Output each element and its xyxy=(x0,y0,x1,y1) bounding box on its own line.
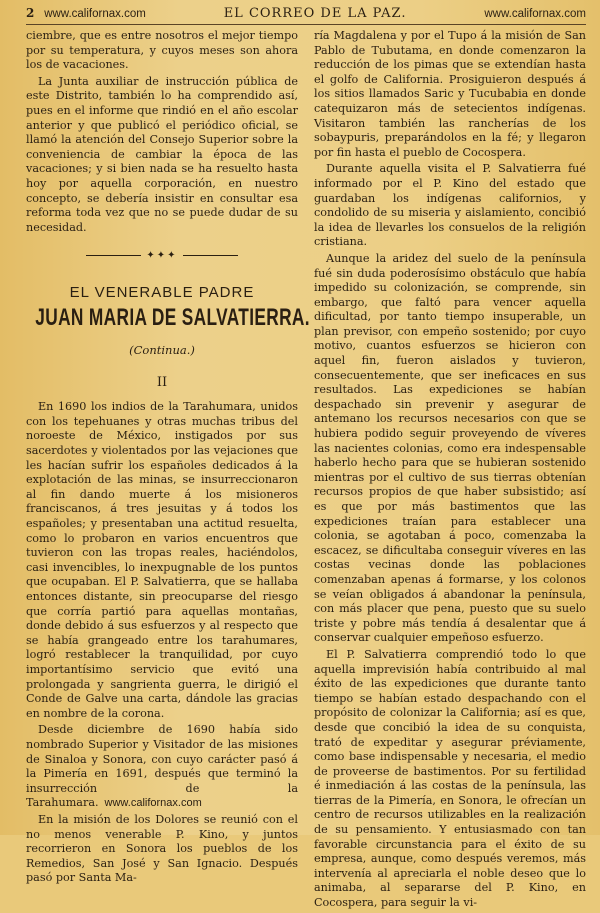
right-column xyxy=(314,29,586,913)
article-title: JUAN MARIA DE SALVATIERRA. xyxy=(35,303,310,331)
article-kicker: EL VENERABLE PADRE xyxy=(69,283,255,301)
newspaper-title: EL CORREO DE LA PAZ. xyxy=(223,6,407,21)
section-numeral: II xyxy=(156,374,168,390)
paragraph: ría Magdalena y por el Tupo á la misión de San Pablo de Tubutama, en donde comenzaron la reducción de los pimas que se extendían hasta el golfo de California. Prosiguieron después á los sitios llamados Saric y Tucubabia en donde catequizaron más de setecientos indígenas. Visitaron también las rancherías de los sobaypuris, preparándolos en la fé; y llegaron por fin hasta el pueblo de Cocospera. xyxy=(314,29,586,159)
site-watermark-inline: www.californax.com xyxy=(104,797,202,810)
site-watermark-left: www.californax.com xyxy=(44,8,146,20)
section-divider: ✦✦✦ xyxy=(26,249,298,264)
left-column xyxy=(26,29,310,913)
paragraph: Desde diciembre de 1690 había sido nombrado Superior y Visitador de las misiones de Sinaloa y Sonora, con cuyo carácter pasó á la Pimería en 1691, después que terminó la insurrección de la Tarahumara. www.californax.com xyxy=(26,723,298,810)
columns xyxy=(26,29,586,913)
paragraph: ciembre, que es entre nosotros el mejor tiempo por su temperatura, y cuyos meses son ahora los de vacaciones. xyxy=(26,29,298,72)
paragraph: Aunque la aridez del suelo de la península fué sin duda poderosísimo obstáculo que había impedido su colonización, se comprende, sin embargo, que faltó para vencer aquella dificultad, por tanto tiempo insuperable, un plan previsor, con empeño sostenido; por cuyo motivo, cuantos esfuerzos se hicieron con aquel fin, fueron aislados y tuvieron, consecuentemente, que ser ineficaces en sus resultados. Las expediciones se habían despachado sin prevenir y asegurar de antemano los recursos necesarios con que se hubiera podido seguir proveyendo de víveres las nacientes colonias, como era indespensable haberlo hecho para que se hubieran sostenido mientras por el cultivo de sus tierras obtenían recursos propios de que haber subsistido; así es que por más bastimentos que las expediciones traían para establecer una colonia, se agotaban á poco, comenzaba la escacez, se dificultaba conseguir víveres en las costas vecinas donde las poblaciones comenzaban apenas á formarse, y los colonos se veían obligados á abandonar la península, con más placer que pena, puesto que su suelo triste y pobre más tendía á desalentar que á conservar cualquier empeñoso esfuerzo. xyxy=(314,251,586,645)
page-number: 2 xyxy=(26,6,35,20)
paragraph: Durante aquella visita el P. Salvatierra fué informado por el P. Kino del estado que guardaban los indígenas californios, y condolido de su miseria y aislamiento, concibió la idea de llevarles los consuelos de la religión cristiana. xyxy=(314,162,586,249)
paragraph: En 1690 los indios de la Tarahumara, unidos con los tepehuanes y otras muchas tribus del noroeste de México, instigados por sus sacerdotes y violentados por las vejaciones que les hacían sufrir los españoles dedicados á la explotación de las minas, se insurreccionaron al fin dando muerte á los misioneros franciscanos, á tres jesuitas y á todos los españoles; y presentaban una actitud resuelta, como lo probaron en varios encuentros que tuvieron con las tropas reales, haciéndolos, casi invencibles, lo inexpugnable de los puntos que ocupaban. El P. Salvatierra, que se hallaba entonces distante, sin preocuparse del riesgo que corría partió para aquellas montañas, donde debido á sus esfuerzos y al respecto que se había grangeado entre los tarahumares, logró restablecer la tranquilidad, por cuyo importantísimo servicio que evitó una prolongada y sangrienta guerra, le dirigió el Conde de Galve una carta, dándole las gracias en nombre de la corona. xyxy=(26,400,298,720)
paragraph: La Junta auxiliar de instrucción pública de este Distrito, también lo ha comprendido así, pues en el informe que rindió en el año escolar anterior y que publicó el periódico oficial, se llamó la atención del Consejo Superior sobre la conveniencia de cambiar la época de las vacaciones; y si bien nada se ha resuelto hasta hoy por aquella corporación, en nuestro concepto, se debería insistir en consultar esa reforma toda vez que no se puede dudar de su necesidad. xyxy=(26,74,298,234)
site-watermark-right: www.californax.com xyxy=(484,8,586,20)
paragraph: En la misión de los Dolores se reunió con el no menos venerable P. Kino, y juntos recorrieron en Sonora los pueblos de los Remedios, San José y San Ignacio. Después pasó por Santa Ma- xyxy=(26,812,298,885)
paragraph: El P. Salvatierra comprendió todo lo que aquella imprevisión había contribuido al mal éxito de las expediciones que durante tanto tiempo se habían estado despachando con el propósito de colonizar la California; así es que, desde que concibió la idea de su conquista, trató de expeditar y asegurar préviamente, como base indispensable y necesaria, el medio de proveerse de bastimentos. Por su fertilidad é inmediación á las costas de la península, las tierras de la Pimería, en Sonora, le ofrecían un centro de recursos utilizables en la realización de su pensamiento. Y entusiasmado con tan favorable circunstancia para el éxito de su empresa, aunque, como después veremos, más intervenía al apreciarla el noble deseo que lo animaba, al separarse del P. Kino, en Cocospera, para seguir la vi- xyxy=(314,647,586,910)
continuation-note: (Continua.) xyxy=(129,343,195,358)
page-header xyxy=(26,6,586,25)
